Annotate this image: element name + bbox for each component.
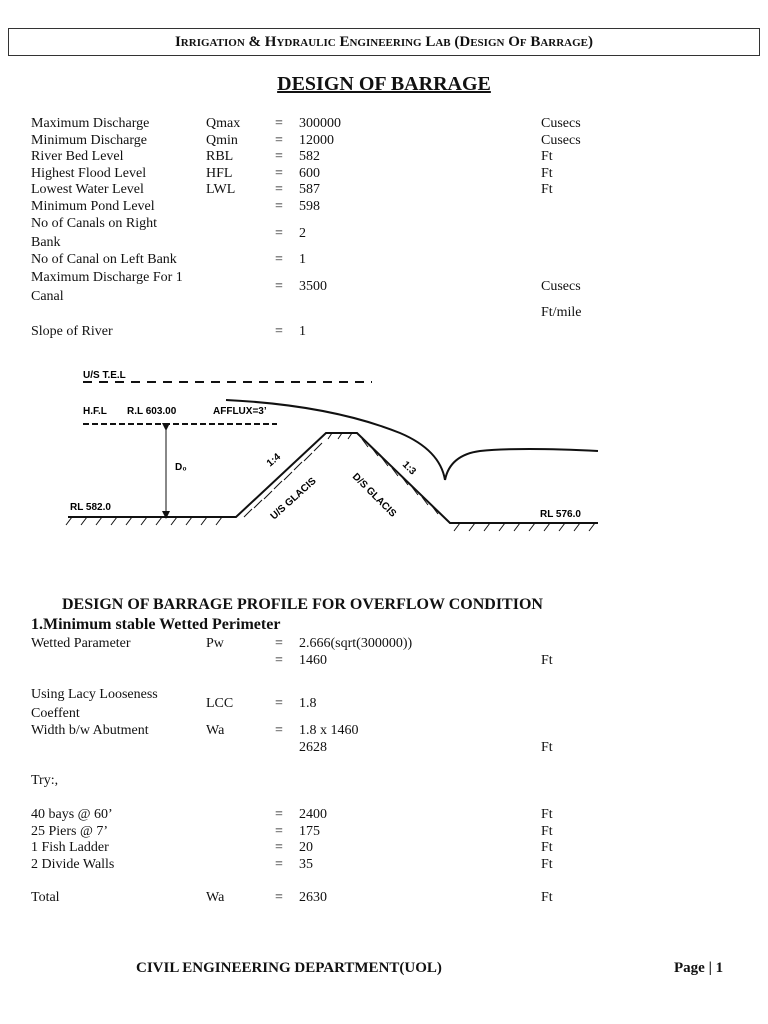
param-equals: =: [275, 166, 283, 181]
calc-equals: =: [275, 696, 283, 711]
calc-value: 2400: [299, 807, 327, 822]
ds-glacis-label: D/S GLACIS: [349, 471, 399, 520]
rl-right-label: RL 576.0: [540, 509, 581, 520]
param-label: Slope of River: [31, 324, 113, 339]
param-equals: =: [275, 252, 283, 267]
param-label: No of Canals on Right Bank: [31, 216, 157, 250]
param-unit: Ft: [541, 149, 553, 164]
param-label: Maximum Discharge: [31, 116, 150, 131]
barrage-profile-diagram: [0, 355, 768, 565]
param-symbol: RBL: [206, 149, 234, 164]
calc-value: 20: [299, 840, 313, 855]
param-unit: Ft: [541, 166, 553, 181]
param-value: 3500: [299, 279, 327, 294]
footer-page-number: Page | 1: [674, 960, 724, 976]
param-symbol: Qmax: [206, 116, 241, 131]
param-label: Lowest Water Level: [31, 182, 144, 197]
calc-value: 1460: [299, 653, 327, 668]
param-value: 1: [299, 252, 306, 267]
us-slope-label: 1:4: [264, 451, 284, 470]
calc-label: 1 Fish Ladder: [31, 840, 109, 855]
ds-slope-label: 1:3: [399, 459, 418, 478]
section-subtitle: 1.Minimum stable Wetted Perimeter: [31, 616, 281, 633]
calc-equals: =: [275, 653, 283, 668]
calc-label: 25 Piers @ 7’: [31, 824, 109, 839]
param-equals: =: [275, 226, 283, 241]
calc-label: Total: [31, 890, 60, 905]
calc-value: 2.666(sqrt(300000)): [299, 636, 413, 651]
param-label: River Bed Level: [31, 149, 124, 164]
calc-equals: =: [275, 807, 283, 822]
calc-unit: Ft: [541, 740, 553, 755]
param-label: Maximum Discharge For 1 Canal: [31, 270, 183, 304]
hfl-rl-label: R.L 603.00: [127, 406, 177, 417]
page-title: DESIGN OF BARRAGE: [277, 73, 491, 95]
calc-label: 40 bays @ 60’: [31, 807, 113, 822]
calc-symbol: Wa: [206, 890, 225, 905]
calc-value: 35: [299, 857, 313, 872]
calc-symbol: Pw: [206, 636, 224, 651]
param-unit: Cusecs: [541, 279, 581, 294]
param-symbol: HFL: [206, 166, 233, 181]
param-unit: Cusecs: [541, 133, 581, 148]
depth-label: D₀: [175, 462, 187, 473]
param-label: Minimum Pond Level: [31, 199, 155, 214]
us-glacis-label: U/S GLACIS: [268, 475, 319, 523]
param-symbol: Qmin: [206, 133, 238, 148]
param-equals: =: [275, 133, 283, 148]
hydraulic-jump-curve: [445, 449, 598, 480]
calc-label: Wetted Parameter: [31, 636, 131, 651]
calc-unit: Ft: [541, 840, 553, 855]
param-equals: =: [275, 324, 283, 339]
calc-symbol: LCC: [206, 696, 234, 711]
calc-equals: =: [275, 723, 283, 738]
param-equals: =: [275, 116, 283, 131]
param-label: Minimum Discharge: [31, 133, 148, 148]
param-unit: Ft/mile: [541, 305, 582, 320]
param-equals: =: [275, 279, 283, 294]
param-label: Highest Flood Level: [31, 166, 147, 181]
param-value: 582: [299, 149, 320, 164]
calc-value: 2628: [299, 740, 327, 755]
calc-equals: =: [275, 890, 283, 905]
calc-value: 2630: [299, 890, 327, 905]
param-value: 12000: [299, 133, 334, 148]
calc-unit: Ft: [541, 890, 553, 905]
calc-equals: =: [275, 840, 283, 855]
param-label: No of Canal on Left Bank: [31, 252, 177, 267]
calc-unit: Ft: [541, 807, 553, 822]
page-header: Irrigation & Hydraulic Engineering Lab (Design Of Barrage): [8, 28, 760, 56]
calc-unit: Ft: [541, 653, 553, 668]
param-value: 2: [299, 226, 306, 241]
calc-value: 175: [299, 824, 320, 839]
calc-label: Using Lacy Looseness Coeffent: [31, 687, 158, 721]
calc-equals: =: [275, 824, 283, 839]
calc-label: 2 Divide Walls: [31, 857, 115, 872]
us-tel-label: U/S T.E.L: [83, 370, 126, 381]
param-value: 1: [299, 324, 306, 339]
calc-equals: =: [275, 636, 283, 651]
calc-equals: =: [275, 857, 283, 872]
param-value: 587: [299, 182, 320, 197]
param-symbol: LWL: [206, 182, 236, 197]
calc-label: Try:,: [31, 773, 59, 788]
param-unit: Ft: [541, 182, 553, 197]
param-equals: =: [275, 149, 283, 164]
param-value: 600: [299, 166, 320, 181]
param-value: 300000: [299, 116, 341, 131]
calc-value: 1.8: [299, 696, 317, 711]
param-unit: Cusecs: [541, 116, 581, 131]
calc-symbol: Wa: [206, 723, 225, 738]
rl-left-label: RL 582.0: [70, 502, 111, 513]
calc-unit: Ft: [541, 824, 553, 839]
calc-label: Width b/w Abutment: [31, 723, 149, 738]
param-value: 598: [299, 199, 320, 214]
footer-department: CIVIL ENGINEERING DEPARTMENT(UOL): [136, 960, 442, 976]
section-title: DESIGN OF BARRAGE PROFILE FOR OVERFLOW CONDITION: [62, 596, 543, 613]
barrage-profile-outline: [68, 433, 598, 523]
afflux-label: AFFLUX=3’: [213, 406, 267, 417]
param-equals: =: [275, 199, 283, 214]
calc-value: 1.8 x 1460: [299, 723, 359, 738]
param-equals: =: [275, 182, 283, 197]
calc-unit: Ft: [541, 857, 553, 872]
hfl-label: H.F.L: [83, 406, 107, 417]
